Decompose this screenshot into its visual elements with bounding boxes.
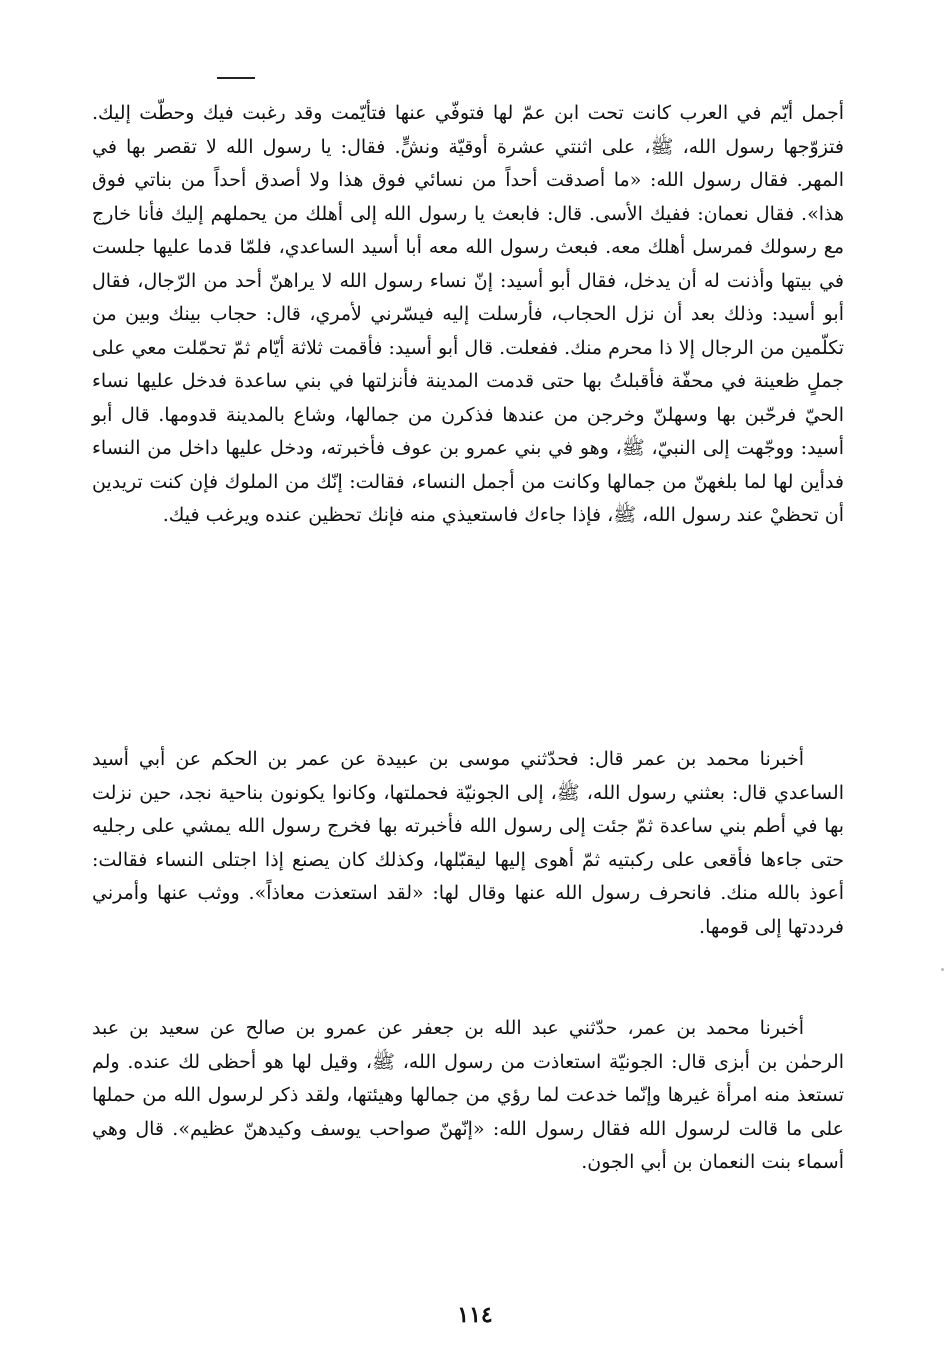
top-rule-divider xyxy=(217,77,255,79)
margin-speck xyxy=(941,968,944,971)
paragraph-2: أخبرنا محمد بن عمر قال: فحدّثني موسى بن عبيدة عن عمر بن الحكم عن أبي أسيد الساعدي قال: بعثني رسول الله، ﷺ، إلى الجونيّة فحملتها، وكانوا يكونون بناحية نجد، حين نزلت بها في أطم بني ساعدة ثمّ جئت إلى رسول الله فأخبرته بها فخرج رسول الله يمشي على رجليه حتى جاءها فأقعى على ركبتيه ثمّ أهوى إليها ليقبّلها، وكذلك كان يصنع إذا اجتلى النساء فقالت: أعوذ بالله منك. فانحرف رسول الله عنها وقال لها: «لقد استعذت معاذاً». ووثب عنها وأمرني فرددتها إلى قومها. xyxy=(92,748,844,938)
text-block-2 xyxy=(92,743,844,944)
page-number: ١١٤ xyxy=(457,1302,493,1328)
paragraph-3: أخبرنا محمد بن عمر، حدّثني عبد الله بن جعفر عن عمرو بن صالح عن سعيد بن عبد الرحمٰن بن أبزى قال: الجونيّة استعاذت من رسول الله، ﷺ، وقيل لها هو أحظى لك عنده. ولم تستعذ منه امرأة غيرها وإنّما خدعت لما رؤي من جمالها وهيئتها، ولقد ذكر لرسول الله من حملها على ما قالت لرسول الله فقال رسول الله: «إنّهنّ صواحب يوسف وكيدهنّ عظيم». قال وهي أسماء بنت النعمان بن أبي الجون. xyxy=(92,1017,844,1173)
paragraph-1: أجمل أيّم في العرب كانت تحت ابن عمّ لها فتوفّي عنها فتأيّمت وقد رغبت فيك وحطّت إليك. فتزوّجها رسول الله، ﷺ، على اثنتي عشرة أوقيّة ونشٍّ. فقال: يا رسول الله لا تقصر بها في المهر. فقال رسول الله: «ما أصدقت أحداً من نسائي فوق هذا ولا أصدق أحداً من بناتي فوق هذا». فقال نعمان: ففيك الأسى. قال: فابعث يا رسول الله إلى أهلك من يحملهم إليك فأنا خارج مع رسولك فمرسل أهلك معه. فبعث رسول الله معه أبا أسيد الساعدي، فلمّا قدما عليها جلست في بيتها وأذنت له أن يدخل، فقال أبو أسيد: إنّ نساء رسول الله لا يراهنّ أحد من الرّجال، فقال أبو أسيد: وذلك بعد أن نزل الحجاب، فأرسلت إليه فيسّرني لأمري، قال: حجاب بينك وبين من تكلّمين من الرجال إلا ذا محرم منك. ففعلت. قال أبو أسيد: فأقمت ثلاثة أيّام ثمّ تحمّلت معي على جملٍ ظعينة في محفّة فأقبلتُ بها حتى قدمت المدينة فأنزلتها في بني ساعدة فدخل عليها نساء الحيّ فرحّبن بها وسهلنّ وخرجن من عندها فذكرن من جمالها، وشاع بالمدينة قدومها. قال أبو أسيد: ووجّهت إلى النبيّ، ﷺ، وهو في بني عمرو بن عوف فأخبرته، ودخل عليها داخل من النساء فدأين لها لما بلغهنّ من جمالها وكانت من أجمل النساء، فقالت: إنّك من الملوك فإن كنت تريدين أن تحظيْ عند رسول الله، ﷺ، فإذا جاءك فاستعيذي منه فإنك تحظين عنده ويرغب فيك. xyxy=(92,102,844,526)
text-block-1 xyxy=(92,97,844,533)
text-block-3 xyxy=(92,1012,844,1180)
